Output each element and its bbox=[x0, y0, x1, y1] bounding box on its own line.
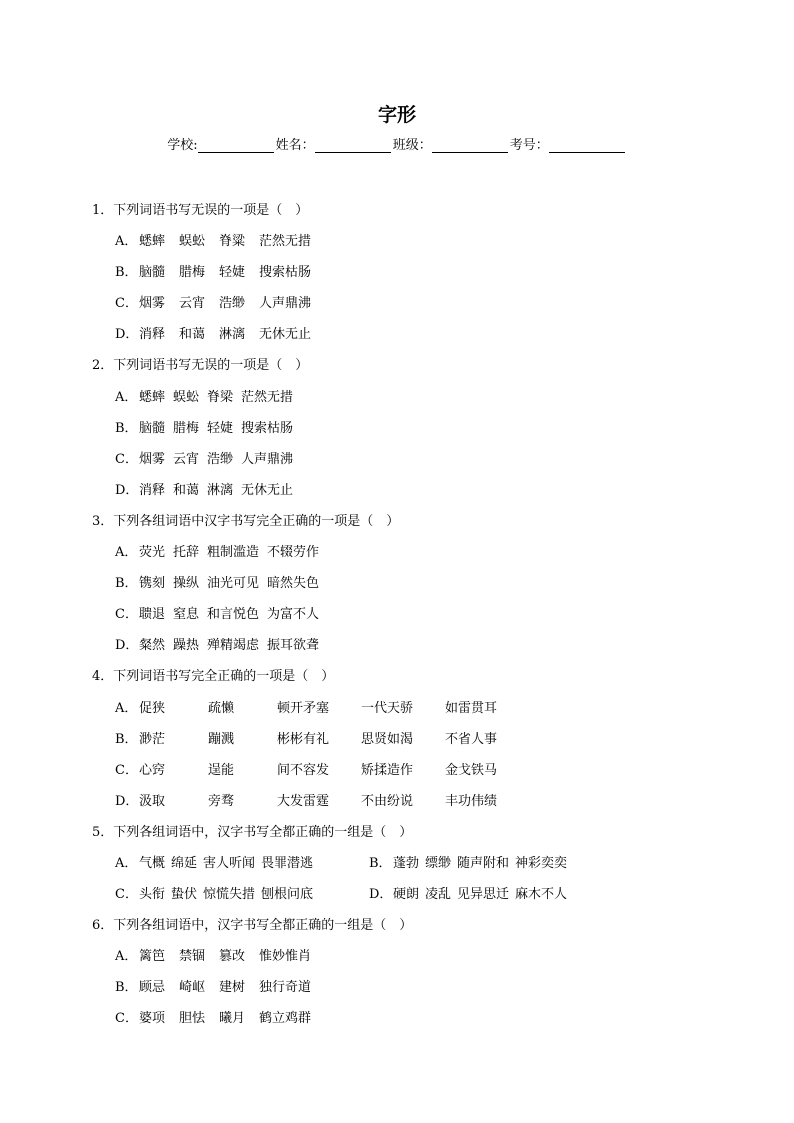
option-word: 腊梅 bbox=[179, 265, 206, 281]
option-row bbox=[0, 791, 794, 822]
option-word: 一代天骄 bbox=[361, 700, 414, 716]
option-word: 禁锢 bbox=[179, 949, 206, 965]
option-cell bbox=[369, 884, 623, 906]
option-word: 烟雾 bbox=[139, 296, 166, 312]
option-label: B． bbox=[115, 420, 138, 436]
option-label: C． bbox=[115, 1011, 138, 1027]
option-word: 胆怯 bbox=[179, 1011, 206, 1027]
option-word: 疏懒 bbox=[208, 700, 235, 716]
option-word: 金戈铁马 bbox=[445, 762, 498, 778]
option-cell bbox=[115, 884, 369, 906]
option-word: 暗然失色 bbox=[267, 576, 320, 592]
exam-no-label: 考号： bbox=[509, 138, 549, 153]
option-word: 油光可见 bbox=[207, 576, 260, 592]
option-label: B． bbox=[115, 731, 138, 747]
option-word: 烟雾 bbox=[139, 451, 166, 467]
option-cell bbox=[115, 853, 369, 875]
option-row bbox=[0, 542, 794, 573]
option-row bbox=[0, 760, 794, 791]
option-word: 不省人事 bbox=[445, 731, 498, 747]
option-label: B． bbox=[369, 855, 392, 871]
option-row bbox=[0, 977, 794, 1008]
option-word: 如雷贯耳 bbox=[445, 700, 498, 716]
option-word: 汲取 bbox=[139, 793, 166, 809]
option-word: 蓬勃 bbox=[393, 855, 420, 871]
option-row bbox=[0, 729, 794, 760]
option-word: 躁热 bbox=[173, 638, 200, 654]
option-word: 麻木不人 bbox=[515, 887, 568, 903]
option-word: 搜索枯肠 bbox=[241, 420, 294, 436]
option-word: 操纵 bbox=[173, 576, 200, 592]
option-word: 搜索枯肠 bbox=[259, 265, 312, 281]
option-word: 粲然 bbox=[139, 638, 166, 654]
option-row bbox=[0, 480, 794, 511]
option-word: 窒息 bbox=[173, 607, 200, 623]
option-word: 茫然无措 bbox=[241, 389, 294, 405]
option-label: D． bbox=[115, 638, 139, 654]
option-word: 害人听闻 bbox=[203, 855, 256, 871]
option-word: 蹦溅 bbox=[208, 731, 235, 747]
option-word: 彬彬有礼 bbox=[277, 731, 330, 747]
option-word: 不辍劳作 bbox=[267, 545, 320, 561]
option-word: 消释 bbox=[139, 482, 166, 498]
option-word: 和言悦色 bbox=[207, 607, 260, 623]
option-word: 篱笆 bbox=[139, 949, 166, 965]
option-label: A． bbox=[115, 234, 138, 250]
option-word: 浩缈 bbox=[207, 451, 234, 467]
option-label: B． bbox=[115, 980, 138, 996]
option-word: 凌乱 bbox=[425, 887, 452, 903]
option-word: 脑髓 bbox=[139, 265, 166, 281]
option-row bbox=[0, 604, 794, 635]
option-label: B． bbox=[115, 265, 138, 281]
option-word: 丰功伟绩 bbox=[445, 793, 498, 809]
option-word: 顿开矛塞 bbox=[277, 700, 330, 716]
option-row bbox=[0, 853, 794, 884]
page-title: 字形 bbox=[377, 104, 416, 126]
option-label: A． bbox=[115, 700, 138, 716]
option-word: 鹤立鸡群 bbox=[259, 1011, 312, 1027]
class-label: 班级： bbox=[392, 138, 432, 153]
option-label: D． bbox=[115, 327, 139, 343]
option-word: 镌刻 bbox=[139, 576, 166, 592]
option-row bbox=[0, 262, 794, 293]
option-word: 蟋蟀 bbox=[139, 389, 166, 405]
option-word: 消释 bbox=[139, 327, 166, 343]
name-blank bbox=[315, 138, 391, 153]
question-stem: 4．下列词语书写完全正确的一项是（ ） bbox=[92, 669, 335, 685]
option-word: 崎岖 bbox=[179, 980, 206, 996]
option-word: 托辞 bbox=[173, 545, 200, 561]
option-word: 缥缈 bbox=[425, 855, 452, 871]
option-word: 脊梁 bbox=[207, 389, 234, 405]
option-word: 殚精竭虑 bbox=[207, 638, 260, 654]
option-row bbox=[0, 387, 794, 418]
option-row bbox=[0, 324, 794, 355]
option-word: 腊梅 bbox=[173, 420, 200, 436]
option-word: 绵延 bbox=[171, 855, 198, 871]
option-word: 蟋蟀 bbox=[139, 234, 166, 250]
question-stem: 2．下列词语书写无误的一项是（ ） bbox=[92, 358, 309, 374]
option-row bbox=[0, 698, 794, 729]
option-word: 随声附和 bbox=[457, 855, 510, 871]
option-word: 建树 bbox=[219, 980, 246, 996]
class-blank bbox=[432, 138, 508, 153]
option-word: 惟妙惟肖 bbox=[259, 949, 312, 965]
option-row bbox=[0, 1008, 794, 1039]
option-word: 间不容发 bbox=[277, 762, 330, 778]
option-label: D． bbox=[115, 793, 139, 809]
option-row bbox=[0, 449, 794, 480]
school-label: 学校: bbox=[167, 138, 198, 153]
option-cell bbox=[369, 853, 623, 875]
option-word: 淋漓 bbox=[219, 327, 246, 343]
option-word: 人声鼎沸 bbox=[241, 451, 294, 467]
option-word: 人声鼎沸 bbox=[259, 296, 312, 312]
option-word: 淋漓 bbox=[207, 482, 234, 498]
option-word: 旁骛 bbox=[208, 793, 235, 809]
exam-no-blank bbox=[549, 138, 625, 153]
option-word: 头衔 bbox=[139, 887, 166, 903]
option-label: A． bbox=[115, 389, 138, 405]
option-label: C． bbox=[115, 451, 138, 467]
question-stem: 1．下列词语书写无误的一项是（ ） bbox=[92, 203, 309, 218]
option-word: 促狭 bbox=[139, 700, 166, 716]
option-label: C． bbox=[115, 762, 138, 778]
option-word: 惊慌失措 bbox=[203, 887, 256, 903]
option-row bbox=[0, 946, 794, 977]
option-row bbox=[0, 635, 794, 666]
option-label: A． bbox=[115, 949, 138, 965]
name-label: 姓名： bbox=[275, 138, 315, 153]
option-word: 无休无止 bbox=[259, 327, 312, 343]
option-word: 和蔼 bbox=[173, 482, 200, 498]
option-word: 不由纷说 bbox=[361, 793, 414, 809]
option-word: 见异思迁 bbox=[457, 887, 510, 903]
option-word: 和蔼 bbox=[179, 327, 206, 343]
question-stem: 3．下列各组词语中汉字书写完全正确的一项是（ ） bbox=[92, 513, 400, 529]
question-stem: 5．下列各组词语中，汉字书写全都正确的一组是（ ） bbox=[92, 824, 413, 840]
option-word: 粗制滥造 bbox=[207, 545, 260, 561]
option-word: 轻婕 bbox=[219, 265, 246, 281]
option-label: C． bbox=[115, 887, 138, 903]
option-word: 顾忌 bbox=[139, 980, 166, 996]
question-stem: 6．下列各组词语中，汉字书写全都正确的一组是（ ） bbox=[92, 918, 413, 934]
option-word: 脑髓 bbox=[139, 420, 166, 436]
option-word: 脊粱 bbox=[219, 234, 246, 250]
option-label: D． bbox=[115, 482, 139, 498]
option-word: 刨根问底 bbox=[261, 887, 314, 903]
option-label: B． bbox=[115, 576, 138, 592]
option-word: 畏罪潜逃 bbox=[261, 855, 314, 871]
option-label: A． bbox=[115, 545, 138, 561]
option-row bbox=[0, 884, 794, 915]
school-blank bbox=[198, 138, 274, 153]
option-word: 为富不人 bbox=[267, 607, 320, 623]
option-word: 渺茫 bbox=[139, 731, 166, 747]
option-word: 神彩奕奕 bbox=[515, 855, 568, 871]
option-label: C． bbox=[115, 296, 138, 312]
option-word: 篡改 bbox=[219, 949, 246, 965]
option-word: 云宵 bbox=[173, 451, 200, 467]
option-row bbox=[0, 231, 794, 262]
option-word: 轻婕 bbox=[207, 420, 234, 436]
option-word: 心窍 bbox=[139, 762, 166, 778]
option-row bbox=[0, 418, 794, 449]
option-word: 荧光 bbox=[139, 545, 166, 561]
option-word: 逞能 bbox=[208, 762, 235, 778]
option-word: 蜈蚣 bbox=[173, 389, 200, 405]
option-word: 无休无止 bbox=[241, 482, 294, 498]
option-label: C． bbox=[115, 607, 138, 623]
option-word: 曦月 bbox=[219, 1011, 246, 1027]
option-word: 大发雷霆 bbox=[277, 793, 330, 809]
option-label: A． bbox=[115, 855, 138, 871]
option-word: 婆项 bbox=[139, 1011, 166, 1027]
option-word: 振耳欲聋 bbox=[267, 638, 320, 654]
option-word: 云宵 bbox=[179, 296, 206, 312]
option-word: 矫揉造作 bbox=[361, 762, 414, 778]
option-word: 蜈蚣 bbox=[179, 234, 206, 250]
option-word: 气概 bbox=[139, 855, 166, 871]
option-word: 硬朗 bbox=[393, 887, 420, 903]
option-word: 思贤如渴 bbox=[361, 731, 414, 747]
option-word: 独行奇道 bbox=[259, 980, 312, 996]
option-row bbox=[0, 293, 794, 324]
student-info-line bbox=[0, 134, 794, 153]
question-list bbox=[0, 200, 794, 1040]
option-label: D． bbox=[369, 887, 393, 903]
option-word: 蛰伏 bbox=[171, 887, 198, 903]
option-word: 聩退 bbox=[139, 607, 166, 623]
option-word: 茫然无措 bbox=[259, 234, 312, 250]
option-word: 浩缈 bbox=[219, 296, 246, 312]
option-row bbox=[0, 573, 794, 604]
